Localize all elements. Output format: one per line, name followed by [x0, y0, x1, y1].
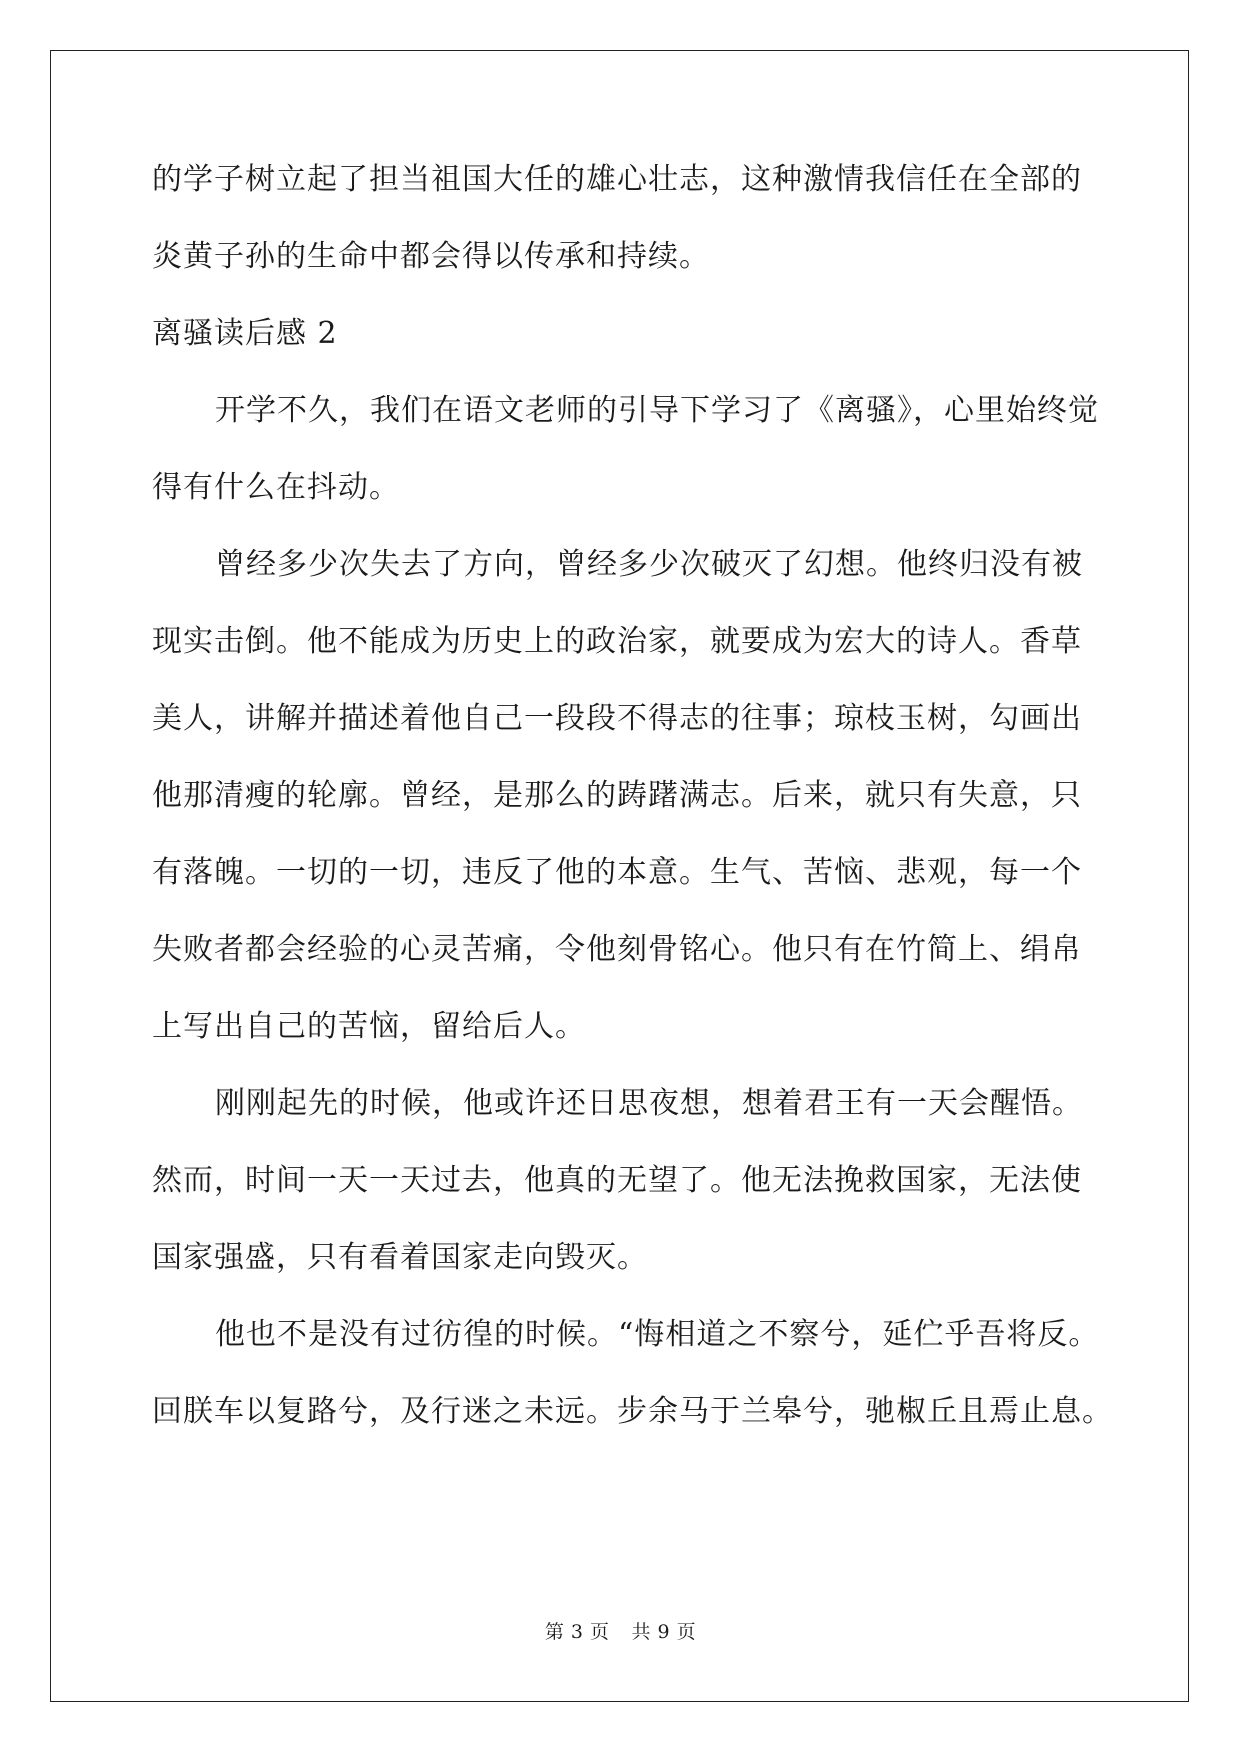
- paragraph-line: 得有什么在抖动。: [152, 470, 400, 505]
- paragraph-line: 曾经多少次失去了方向，曾经多少次破灭了幻想。他终归没有被: [215, 547, 1083, 582]
- paragraph-line: 有落魄。一切的一切，违反了他的本意。生气、苦恼、悲观，每一个: [152, 855, 1082, 890]
- paragraph-line: 然而，时间一天一天过去，他真的无望了。他无法挽救国家，无法使: [152, 1163, 1082, 1198]
- paragraph-line: 回朕车以复路兮，及行迷之未远。步余马于兰皋兮，驰椒丘且焉止息。: [152, 1394, 1113, 1429]
- paragraph-line: 现实击倒。他不能成为历史上的政治家，就要成为宏大的诗人。香草: [152, 624, 1082, 659]
- paragraph-line: 美人，讲解并描述着他自己一段段不得志的往事；琼枝玉树，勾画出: [152, 701, 1082, 736]
- page-number: 第 3 页: [544, 1621, 610, 1643]
- total-pages: 共 9 页: [631, 1621, 697, 1643]
- paragraph-line: 的学子树立起了担当祖国大任的雄心壮志，这种激情我信任在全部的: [152, 162, 1082, 197]
- paragraph-line: 他那清瘦的轮廓。曾经，是那么的踌躇满志。后来，就只有失意，只: [152, 778, 1082, 813]
- document-body: [152, 160, 1113, 1469]
- paragraph-line: 国家强盛，只有看着国家走向毁灭。: [152, 1240, 648, 1275]
- paragraph-line: 刚刚起先的时候，他或许还日思夜想，想着君王有一天会醒悟。: [215, 1086, 1083, 1121]
- paragraph-line: 失败者都会经验的心灵苦痛，令他刻骨铭心。他只有在竹简上、绢帛: [152, 932, 1082, 967]
- paragraph-line: 炎黄子孙的生命中都会得以传承和持续。: [152, 239, 710, 274]
- page-footer: [0, 1620, 1241, 1644]
- paragraph-line: 上写出自己的苦恼，留给后人。: [152, 1009, 586, 1044]
- paragraph-line: 他也不是没有过彷徨的时候。“悔相道之不察兮，延伫乎吾将反。: [215, 1317, 1100, 1352]
- section-heading: 离骚读后感 2: [152, 316, 338, 351]
- paragraph-line: 开学不久，我们在语文老师的引导下学习了《离骚》，心里始终觉: [215, 393, 1099, 428]
